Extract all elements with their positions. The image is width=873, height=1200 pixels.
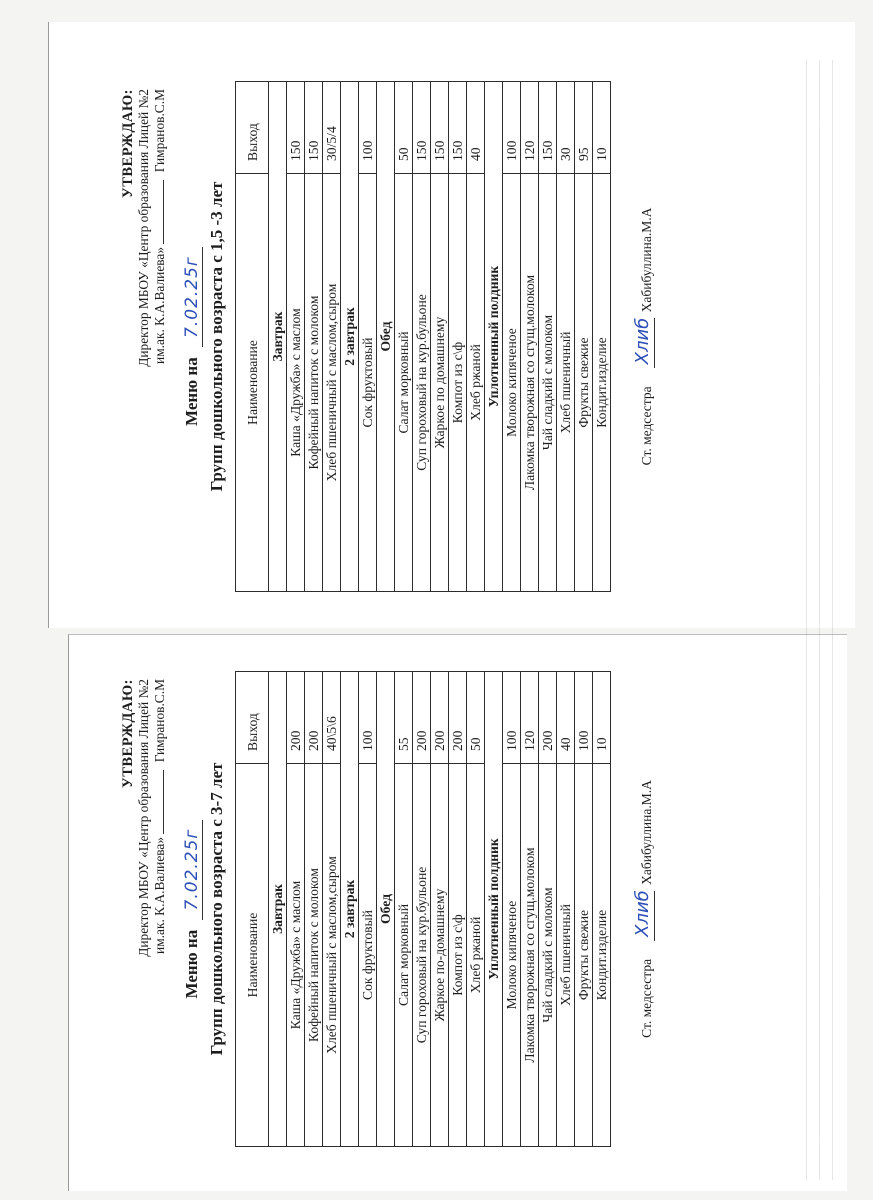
- section-title: Уплотненный полдник: [485, 672, 503, 1147]
- dish-name: Жаркое по-домашнему: [431, 764, 449, 1147]
- dish-output: 150: [449, 82, 467, 174]
- menu-item-row: [413, 672, 431, 1147]
- approval-signer: Гимранов.С.М: [152, 89, 167, 173]
- section-title: Завтрак: [269, 82, 287, 592]
- dish-name: Компот из с\ф: [449, 174, 467, 592]
- menu-item-row: [395, 672, 413, 1147]
- dish-output: 100: [359, 82, 377, 174]
- dish-name: Хлеб пшеничный с маслом,сыром: [323, 764, 341, 1147]
- menu-item-row: [467, 82, 485, 592]
- dish-name: Хлеб пшеничный с маслом,сыром: [323, 174, 341, 592]
- dish-output: 200: [305, 672, 323, 764]
- column-header-name: Наименование: [236, 174, 269, 592]
- dish-name: Жаркое по домашнему: [431, 174, 449, 592]
- table-header-row: [236, 82, 269, 592]
- dish-output: 150: [539, 82, 557, 174]
- menu-item-row: [575, 672, 593, 1147]
- menu-item-row: [305, 672, 323, 1147]
- section-row: [341, 672, 359, 1147]
- signature-line: [153, 770, 164, 834]
- nurse-name: Хабибуллина.М.А: [639, 207, 654, 313]
- section-row: [485, 672, 503, 1147]
- nurse-name: Хабибуллина.М.А: [639, 780, 654, 885]
- table-header-row: [236, 672, 269, 1147]
- approval-title: УТВЕРЖДАЮ:: [120, 679, 136, 788]
- approval-line-2: [152, 89, 168, 592]
- section-row: [377, 672, 395, 1147]
- menu-item-row: [413, 82, 431, 592]
- dish-name: Лакомка творожная со сгущ.молоком: [521, 174, 539, 592]
- dish-output: 50: [467, 672, 485, 764]
- group-title: Групп дошкольного возраста с 1,5 -3 лет: [207, 181, 226, 492]
- column-header-output: Выход: [236, 82, 269, 174]
- menu-item-row: [287, 82, 305, 592]
- dish-output: 40: [467, 82, 485, 174]
- menu-date-line: [182, 81, 203, 592]
- dish-output: 95: [575, 82, 593, 174]
- dish-name: Фрукты свежие: [575, 764, 593, 1147]
- dish-name: Фрукты свежие: [575, 174, 593, 592]
- dish-name: Кофейный напиток с молоком: [305, 174, 323, 592]
- dish-output: 10: [593, 672, 611, 764]
- section-row: [341, 82, 359, 592]
- dish-output: 100: [575, 672, 593, 764]
- nurse-signature: Хлиб: [632, 317, 653, 365]
- dish-output: 150: [431, 82, 449, 174]
- menu-item-row: [521, 672, 539, 1147]
- approval-block: [120, 81, 168, 592]
- menu-heading: [182, 671, 227, 1147]
- menu-table: [235, 81, 611, 592]
- menu-item-row: [323, 82, 341, 592]
- dish-name: Сок фруктовый: [359, 174, 377, 592]
- dish-name: Хлеб пшеничный: [557, 764, 575, 1147]
- approval-institution: им.ак. К.А.Валиева»: [152, 836, 167, 954]
- section-row: [485, 82, 503, 592]
- approval-title: УТВЕРЖДАЮ:: [120, 89, 136, 198]
- dish-name: Чай сладкий с молоком: [539, 764, 557, 1147]
- dish-output: 30/5/4: [323, 82, 341, 174]
- dish-name: Сок фруктовый: [359, 764, 377, 1147]
- section-title: Обед: [377, 82, 395, 592]
- menu-item-row: [449, 82, 467, 592]
- menu-item-row: [575, 82, 593, 592]
- menu-item-row: [503, 82, 521, 592]
- signature-line: [153, 180, 164, 244]
- approval-block: [120, 671, 168, 1147]
- dish-output: 40\5\6: [323, 672, 341, 764]
- dish-output: 10: [593, 82, 611, 174]
- handwritten-date: 7.02.25г: [182, 820, 203, 920]
- menu-table: [235, 671, 611, 1147]
- menu-item-row: [539, 672, 557, 1147]
- menu-prefix: Меню на: [182, 357, 201, 426]
- dish-name: Хлеб ржаной: [467, 764, 485, 1147]
- menu-page-1-5-3: [110, 65, 810, 610]
- approval-line-2: [152, 679, 168, 1147]
- menu-item-row: [593, 82, 611, 592]
- section-title: 2 завтрак: [341, 672, 359, 1147]
- menu-item-row: [449, 672, 467, 1147]
- dish-name: Молоко кипяченое: [503, 764, 521, 1147]
- dish-name: Кондит.изделие: [593, 764, 611, 1147]
- section-title: Уплотненный полдник: [485, 82, 503, 592]
- nurse-signature-line: [632, 890, 655, 941]
- menu-item-row: [359, 672, 377, 1147]
- section-row: [269, 672, 287, 1147]
- dish-name: Каша «Дружба» с маслом: [287, 764, 305, 1147]
- menu-item-row: [557, 672, 575, 1147]
- dish-output: 30: [557, 82, 575, 174]
- menu-page-3-7: [110, 655, 810, 1165]
- section-row: [269, 82, 287, 592]
- dish-output: 55: [395, 672, 413, 764]
- menu-heading: [182, 81, 227, 592]
- approval-line-1: Директор МБОУ «Центр образования Лицей №2: [136, 89, 151, 367]
- dish-name: Чай сладкий с молоком: [539, 174, 557, 592]
- menu-item-row: [521, 82, 539, 592]
- dish-output: 200: [539, 672, 557, 764]
- dish-name: Компот из с\ф: [449, 764, 467, 1147]
- menu-item-row: [431, 672, 449, 1147]
- dish-output: 120: [521, 672, 539, 764]
- footer: [632, 81, 655, 592]
- dish-name: Молоко кипяченое: [503, 174, 521, 592]
- dish-output: 200: [287, 672, 305, 764]
- dish-name: Хлеб пшеничный: [557, 174, 575, 592]
- handwritten-date: 7.02.25г: [182, 247, 203, 347]
- column-header-output: Выход: [236, 672, 269, 764]
- dish-output: 150: [287, 82, 305, 174]
- menu-item-row: [539, 82, 557, 592]
- menu-item-row: [305, 82, 323, 592]
- nurse-role: Ст. медсестра: [639, 386, 654, 466]
- menu-date-line: [182, 671, 203, 1147]
- menu-item-row: [287, 672, 305, 1147]
- dish-name: Хлеб ржаной: [467, 174, 485, 592]
- section-title: 2 завтрак: [341, 82, 359, 592]
- nurse-role: Ст. медсестра: [639, 958, 654, 1038]
- section-title: Обед: [377, 672, 395, 1147]
- dish-output: 150: [305, 82, 323, 174]
- dish-name: Суп гороховый на кур.бульоне: [413, 764, 431, 1147]
- dish-output: 120: [521, 82, 539, 174]
- dish-output: 200: [431, 672, 449, 764]
- dish-output: 200: [449, 672, 467, 764]
- approval-institution: им.ак. К.А.Валиева»: [152, 246, 167, 364]
- dish-name: Каша «Дружба» с маслом: [287, 174, 305, 592]
- dish-output: 40: [557, 672, 575, 764]
- dish-name: Лакомка творожная со сгущ.молоком: [521, 764, 539, 1147]
- dish-name: Кофейный напиток с молоком: [305, 764, 323, 1147]
- group-title: Групп дошкольного возраста с 3-7 лет: [207, 762, 226, 1056]
- approval-line-1: Директор МБОУ «Центр образования Лицей №2: [136, 679, 151, 957]
- dish-name: Суп гороховый на кур.бульоне: [413, 174, 431, 592]
- dish-name: Кондит.изделие: [593, 174, 611, 592]
- section-row: [377, 82, 395, 592]
- dish-output: 100: [359, 672, 377, 764]
- menu-item-row: [503, 672, 521, 1147]
- menu-item-row: [557, 82, 575, 592]
- menu-prefix: Меню на: [182, 929, 201, 999]
- footer: [632, 671, 655, 1147]
- menu-item-row: [431, 82, 449, 592]
- menu-item-row: [323, 672, 341, 1147]
- menu-item-row: [395, 82, 413, 592]
- nurse-signature-line: [632, 317, 655, 368]
- dish-name: Салат морковный: [395, 174, 413, 592]
- menu-item-row: [467, 672, 485, 1147]
- dish-output: 200: [413, 672, 431, 764]
- dish-output: 100: [503, 82, 521, 174]
- column-header-name: Наименование: [236, 764, 269, 1147]
- approval-signer: Гимранов.С.М: [152, 679, 167, 763]
- dish-output: 50: [395, 82, 413, 174]
- nurse-signature: Хлиб: [632, 890, 653, 937]
- dish-name: Салат морковный: [395, 764, 413, 1147]
- menu-item-row: [593, 672, 611, 1147]
- section-title: Завтрак: [269, 672, 287, 1147]
- dish-output: 150: [413, 82, 431, 174]
- dish-output: 100: [503, 672, 521, 764]
- menu-item-row: [359, 82, 377, 592]
